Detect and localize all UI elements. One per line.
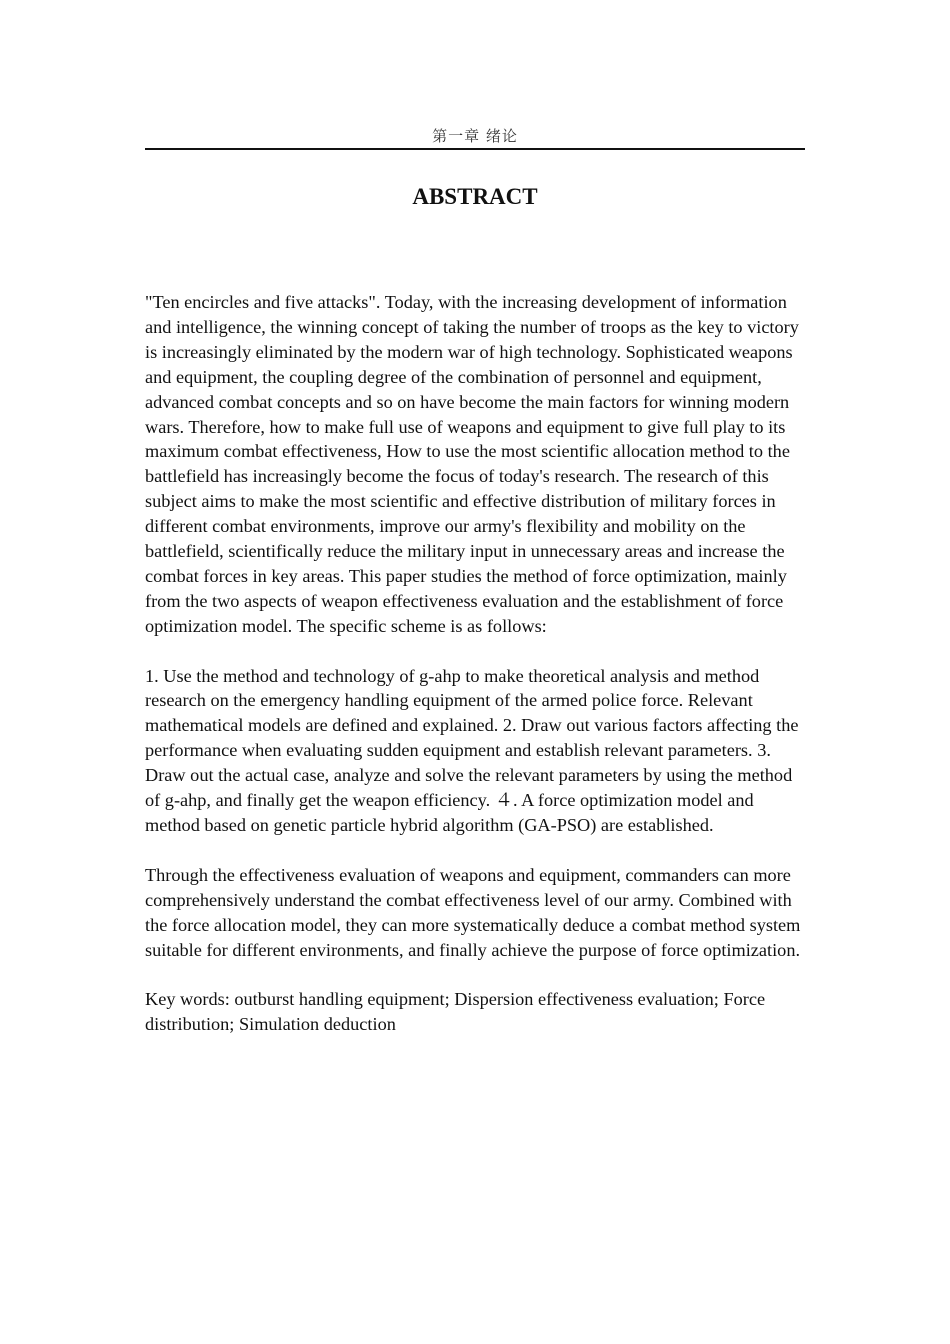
chapter-header-text: 第一章 绪论 <box>432 127 518 145</box>
abstract-paragraph-scheme: 1. Use the method and technology of g-ahp to make theoretical analysis and method research on the emergency handling equipment of the armed police force. Relevant mathematical models are defined and explained. 2. Draw out various factors affecting the performance when evaluating sudden equipment and establish relevant parameters. 3. Draw out the actual case, analyze and solve the relevant parameters by using the method of g-ahp, and finally get the weapon efficiency. ４. A force optimization model and method based on genetic particle hybrid algorithm (GA-PSO) are established. <box>145 665 799 836</box>
abstract-keywords: Key words: outburst handling equipment; Dispersion effectiveness evaluation; Force distribution; Simulation deduction <box>145 989 766 1035</box>
abstract-paragraph-conclusion: Through the effectiveness evaluation of weapons and equipment, commanders can more comprehensively understand the combat effectiveness level of our army. Combined with the force allocation model, they can more systematically deduce a combat method system suitable for different environments, and finally achieve the purpose of force optimization. <box>145 864 801 960</box>
abstract-body <box>145 290 807 1062</box>
abstract-paragraph-intro: "Ten encircles and five attacks". Today, with the increasing development of information and intelligence, the winning concept of taking the number of troops as the key to victory is increasingly eliminated by the modern war of high technology. Sophisticated weapons and equipment, the coupling degree of the combination of personnel and equipment, advanced combat concepts and so on have become the main factors for winning modern wars. Therefore, how to make full use of weapons and equipment to give full play to its maximum combat effectiveness, How to use the most scientific allocation method to the battlefield has increasingly become the focus of today's research. The research of this subject aims to make the most scientific and effective distribution of military forces in different combat environments, improve our army's flexibility and mobility on the battlefield, scientifically reduce the military input in unnecessary areas and increase the combat forces in key areas. This paper studies the method of force optimization, mainly from the two aspects of weapon effectiveness evaluation and the establishment of force optimization model. The specific scheme is as follows: <box>145 292 799 636</box>
abstract-title: ABSTRACT <box>412 184 538 209</box>
running-header <box>145 126 805 150</box>
